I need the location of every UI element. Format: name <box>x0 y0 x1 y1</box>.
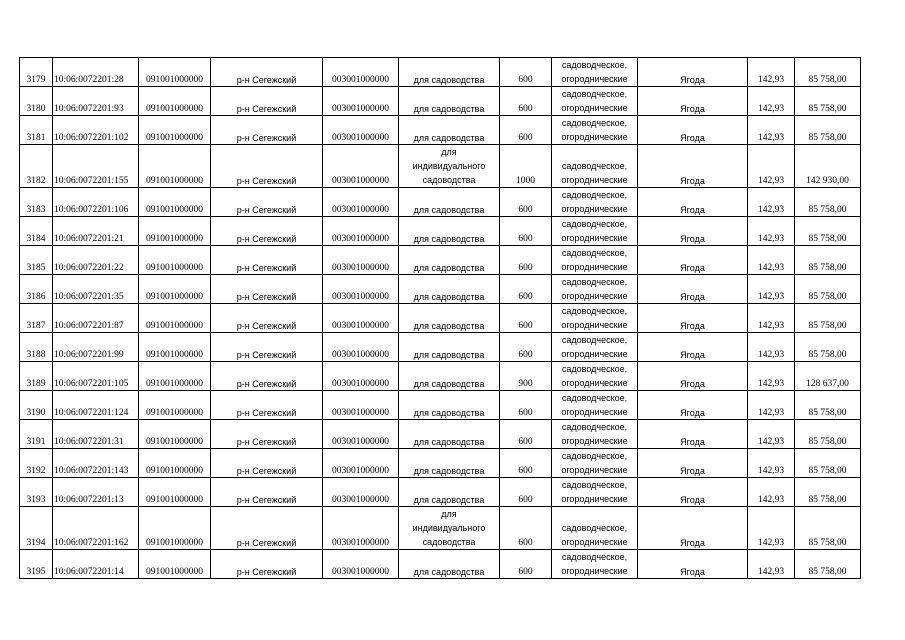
category-line: огороднические <box>561 233 628 243</box>
district-cell: р-н Сегежский <box>211 246 323 275</box>
cadastral-value-cell: 85 758,00 <box>795 275 861 304</box>
specific-value-cell: 142,93 <box>748 116 795 145</box>
cadastral-value-cell: 85 758,00 <box>795 188 861 217</box>
permitted-use-line: для садоводства <box>413 494 485 505</box>
row-number-cell: 3193 <box>20 478 53 507</box>
specific-value-cell: 142,93 <box>748 478 795 507</box>
cadastral-value-cell: 85 758,00 <box>795 304 861 333</box>
category-line: садоводческое, <box>561 190 628 200</box>
permitted-use-line: для садоводства <box>413 407 485 418</box>
area-cell: 600 <box>500 304 552 333</box>
category-line: садоводческое, <box>561 552 628 562</box>
row-number-cell: 3185 <box>20 246 53 275</box>
specific-value-cell: 142,93 <box>748 391 795 420</box>
classifier-code-cell: 003001000000 <box>323 420 399 449</box>
cadastral-number-cell: 10:06:0072201:13 <box>53 478 139 507</box>
area-cell: 600 <box>500 449 552 478</box>
category-cell <box>552 217 638 246</box>
permitted-use-line: для садоводства <box>413 436 485 447</box>
permitted-use-cell <box>399 304 500 333</box>
permitted-use-cell <box>399 217 500 246</box>
row-number-cell: 3188 <box>20 333 53 362</box>
cadastral-value-cell: 85 758,00 <box>795 333 861 362</box>
category-line: садоводческое, <box>561 393 628 403</box>
category-cell <box>552 275 638 304</box>
permitted-use-line: для садоводства <box>413 262 485 273</box>
specific-value-cell: 142,93 <box>748 188 795 217</box>
classifier-code-cell: 003001000000 <box>323 275 399 304</box>
classifier-code-cell: 003001000000 <box>323 58 399 87</box>
table-row <box>20 188 861 217</box>
cadastral-value-cell: 85 758,00 <box>795 420 861 449</box>
locality-cell: Ягода <box>638 449 748 478</box>
category-cell <box>552 87 638 116</box>
specific-value-cell: 142,93 <box>748 420 795 449</box>
locality-cell: Ягода <box>638 217 748 246</box>
category-cell <box>552 420 638 449</box>
permitted-use-line: для садоводства <box>413 132 485 143</box>
locality-cell: Ягода <box>638 333 748 362</box>
classifier-code-cell: 003001000000 <box>323 507 399 550</box>
row-number-cell: 3187 <box>20 304 53 333</box>
permitted-use-cell <box>399 420 500 449</box>
specific-value-cell: 142,93 <box>748 550 795 579</box>
row-number-cell: 3184 <box>20 217 53 246</box>
cadastral-value-cell: 85 758,00 <box>795 246 861 275</box>
specific-value-cell: 142,93 <box>748 304 795 333</box>
cadastral-value-cell: 128 637,00 <box>795 362 861 391</box>
permitted-use-cell <box>399 275 500 304</box>
classifier-code-cell: 003001000000 <box>323 478 399 507</box>
category-line: садоводческое, <box>561 248 628 258</box>
cadastral-value-cell: 85 758,00 <box>795 116 861 145</box>
category-cell <box>552 58 638 87</box>
cadastral-number-cell: 10:06:0072201:93 <box>53 87 139 116</box>
area-cell: 1000 <box>500 145 552 188</box>
cadastral-number-cell: 10:06:0072201:102 <box>53 116 139 145</box>
category-line: садоводческое, <box>561 523 628 533</box>
category-cell <box>552 116 638 145</box>
specific-value-cell: 142,93 <box>748 507 795 550</box>
specific-value-cell: 142,93 <box>748 87 795 116</box>
classifier-code-cell: 003001000000 <box>323 391 399 420</box>
category-line: огороднические <box>561 74 628 84</box>
cadastral-number-cell: 10:06:0072201:22 <box>53 246 139 275</box>
land-parcels-table <box>19 57 861 579</box>
classifier-code-cell: 003001000000 <box>323 246 399 275</box>
cadastral-number-cell: 10:06:0072201:87 <box>53 304 139 333</box>
specific-value-cell: 142,93 <box>748 275 795 304</box>
specific-value-cell: 142,93 <box>748 246 795 275</box>
category-line: садоводческое, <box>561 89 628 99</box>
table-row <box>20 116 861 145</box>
cadastral-number-cell: 10:06:0072201:35 <box>53 275 139 304</box>
cadastral-number-cell: 10:06:0072201:124 <box>53 391 139 420</box>
category-cell <box>552 362 638 391</box>
category-cell <box>552 478 638 507</box>
okato-code-cell: 091001000000 <box>139 116 211 145</box>
category-cell <box>552 246 638 275</box>
category-line: садоводческое, <box>561 306 628 316</box>
permitted-use-line: для садоводства <box>413 291 485 302</box>
district-cell: р-н Сегежский <box>211 217 323 246</box>
row-number-cell: 3192 <box>20 449 53 478</box>
category-line: садоводческое, <box>561 451 628 461</box>
okato-code-cell: 091001000000 <box>139 478 211 507</box>
locality-cell: Ягода <box>638 87 748 116</box>
okato-code-cell: 091001000000 <box>139 87 211 116</box>
category-line: огороднические <box>561 349 628 359</box>
category-line: садоводческое, <box>561 60 628 70</box>
category-cell <box>552 333 638 362</box>
okato-code-cell: 091001000000 <box>139 304 211 333</box>
category-line: огороднические <box>561 262 628 272</box>
locality-cell: Ягода <box>638 58 748 87</box>
district-cell: р-н Сегежский <box>211 550 323 579</box>
table-row <box>20 58 861 87</box>
area-cell: 600 <box>500 116 552 145</box>
permitted-use-line: для <box>441 509 457 519</box>
permitted-use-cell <box>399 188 500 217</box>
area-cell: 600 <box>500 188 552 217</box>
category-line: садоводческое, <box>561 335 628 345</box>
permitted-use-line: индивидуального <box>412 161 486 171</box>
okato-code-cell: 091001000000 <box>139 246 211 275</box>
row-number-cell: 3179 <box>20 58 53 87</box>
classifier-code-cell: 003001000000 <box>323 116 399 145</box>
district-cell: р-н Сегежский <box>211 420 323 449</box>
permitted-use-cell <box>399 478 500 507</box>
row-number-cell: 3195 <box>20 550 53 579</box>
area-cell: 600 <box>500 550 552 579</box>
cadastral-value-cell: 142 930,00 <box>795 145 861 188</box>
area-cell: 600 <box>500 58 552 87</box>
permitted-use-cell <box>399 246 500 275</box>
okato-code-cell: 091001000000 <box>139 362 211 391</box>
table-row <box>20 145 861 188</box>
classifier-code-cell: 003001000000 <box>323 304 399 333</box>
locality-cell: Ягода <box>638 246 748 275</box>
district-cell: р-н Сегежский <box>211 449 323 478</box>
okato-code-cell: 091001000000 <box>139 449 211 478</box>
locality-cell: Ягода <box>638 304 748 333</box>
okato-code-cell: 091001000000 <box>139 391 211 420</box>
category-line: садоводческое, <box>561 422 628 432</box>
classifier-code-cell: 003001000000 <box>323 145 399 188</box>
permitted-use-cell <box>399 333 500 362</box>
row-number-cell: 3186 <box>20 275 53 304</box>
cadastral-value-cell: 85 758,00 <box>795 478 861 507</box>
cadastral-number-cell: 10:06:0072201:162 <box>53 507 139 550</box>
table-row <box>20 478 861 507</box>
classifier-code-cell: 003001000000 <box>323 333 399 362</box>
specific-value-cell: 142,93 <box>748 145 795 188</box>
area-cell: 600 <box>500 391 552 420</box>
district-cell: р-н Сегежский <box>211 58 323 87</box>
district-cell: р-н Сегежский <box>211 362 323 391</box>
category-line: огороднические <box>561 320 628 330</box>
district-cell: р-н Сегежский <box>211 87 323 116</box>
okato-code-cell: 091001000000 <box>139 188 211 217</box>
category-line: огороднические <box>561 537 628 547</box>
locality-cell: Ягода <box>638 188 748 217</box>
category-line: огороднические <box>561 291 628 301</box>
cadastral-value-cell: 85 758,00 <box>795 217 861 246</box>
classifier-code-cell: 003001000000 <box>323 550 399 579</box>
classifier-code-cell: 003001000000 <box>323 87 399 116</box>
specific-value-cell: 142,93 <box>748 217 795 246</box>
permitted-use-line: садоводства <box>422 537 476 547</box>
locality-cell: Ягода <box>638 275 748 304</box>
area-cell: 600 <box>500 478 552 507</box>
specific-value-cell: 142,93 <box>748 333 795 362</box>
locality-cell: Ягода <box>638 478 748 507</box>
table-row <box>20 550 861 579</box>
permitted-use-line: индивидуального <box>412 523 486 533</box>
permitted-use-line: для садоводства <box>413 378 485 389</box>
area-cell: 600 <box>500 420 552 449</box>
permitted-use-cell <box>399 449 500 478</box>
district-cell: р-н Сегежский <box>211 304 323 333</box>
permitted-use-cell <box>399 507 500 550</box>
cadastral-number-cell: 10:06:0072201:143 <box>53 449 139 478</box>
row-number-cell: 3189 <box>20 362 53 391</box>
table-row <box>20 362 861 391</box>
category-line: огороднические <box>561 204 628 214</box>
district-cell: р-н Сегежский <box>211 188 323 217</box>
area-cell: 600 <box>500 246 552 275</box>
classifier-code-cell: 003001000000 <box>323 449 399 478</box>
category-line: садоводческое, <box>561 118 628 128</box>
table-row <box>20 87 861 116</box>
table-body <box>20 58 861 579</box>
row-number-cell: 3183 <box>20 188 53 217</box>
area-cell: 600 <box>500 507 552 550</box>
permitted-use-cell <box>399 145 500 188</box>
category-cell <box>552 550 638 579</box>
cadastral-number-cell: 10:06:0072201:105 <box>53 362 139 391</box>
category-line: садоводческое, <box>561 161 628 171</box>
okato-code-cell: 091001000000 <box>139 58 211 87</box>
locality-cell: Ягода <box>638 550 748 579</box>
cadastral-value-cell: 85 758,00 <box>795 507 861 550</box>
district-cell: р-н Сегежский <box>211 145 323 188</box>
locality-cell: Ягода <box>638 116 748 145</box>
permitted-use-line: для садоводства <box>413 320 485 331</box>
locality-cell: Ягода <box>638 420 748 449</box>
category-cell <box>552 391 638 420</box>
district-cell: р-н Сегежский <box>211 333 323 362</box>
table-row <box>20 391 861 420</box>
category-cell <box>552 304 638 333</box>
locality-cell: Ягода <box>638 507 748 550</box>
district-cell: р-н Сегежский <box>211 391 323 420</box>
classifier-code-cell: 003001000000 <box>323 362 399 391</box>
category-line: садоводческое, <box>561 364 628 374</box>
permitted-use-line: для садоводства <box>413 74 485 85</box>
table-row <box>20 275 861 304</box>
cadastral-value-cell: 85 758,00 <box>795 391 861 420</box>
category-line: огороднические <box>561 494 628 504</box>
permitted-use-line: для садоводства <box>413 349 485 360</box>
permitted-use-line: для садоводства <box>413 103 485 114</box>
area-cell: 600 <box>500 333 552 362</box>
table-row <box>20 304 861 333</box>
district-cell: р-н Сегежский <box>211 507 323 550</box>
cadastral-number-cell: 10:06:0072201:106 <box>53 188 139 217</box>
category-cell <box>552 145 638 188</box>
category-line: огороднические <box>561 132 628 142</box>
permitted-use-cell <box>399 116 500 145</box>
category-cell <box>552 449 638 478</box>
locality-cell: Ягода <box>638 362 748 391</box>
cadastral-value-cell: 85 758,00 <box>795 87 861 116</box>
category-line: садоводческое, <box>561 480 628 490</box>
row-number-cell: 3190 <box>20 391 53 420</box>
permitted-use-cell <box>399 391 500 420</box>
permitted-use-cell <box>399 362 500 391</box>
specific-value-cell: 142,93 <box>748 58 795 87</box>
category-line: огороднические <box>561 103 628 113</box>
specific-value-cell: 142,93 <box>748 449 795 478</box>
cadastral-number-cell: 10:06:0072201:155 <box>53 145 139 188</box>
locality-cell: Ягода <box>638 391 748 420</box>
okato-code-cell: 091001000000 <box>139 420 211 449</box>
permitted-use-line: для садоводства <box>413 204 485 215</box>
cadastral-number-cell: 10:06:0072201:28 <box>53 58 139 87</box>
area-cell: 600 <box>500 217 552 246</box>
permitted-use-line: для садоводства <box>413 233 485 244</box>
cadastral-number-cell: 10:06:0072201:99 <box>53 333 139 362</box>
area-cell: 600 <box>500 275 552 304</box>
specific-value-cell: 142,93 <box>748 362 795 391</box>
district-cell: р-н Сегежский <box>211 116 323 145</box>
area-cell: 900 <box>500 362 552 391</box>
row-number-cell: 3181 <box>20 116 53 145</box>
table-row <box>20 333 861 362</box>
category-line: огороднические <box>561 175 628 185</box>
table-row <box>20 246 861 275</box>
category-line: огороднические <box>561 465 628 475</box>
permitted-use-line: для садоводства <box>413 566 485 577</box>
cadastral-number-cell: 10:06:0072201:14 <box>53 550 139 579</box>
area-cell: 600 <box>500 87 552 116</box>
permitted-use-line: для садоводства <box>413 465 485 476</box>
classifier-code-cell: 003001000000 <box>323 217 399 246</box>
okato-code-cell: 091001000000 <box>139 333 211 362</box>
cadastral-number-cell: 10:06:0072201:21 <box>53 217 139 246</box>
category-line: огороднические <box>561 436 628 446</box>
cadastral-value-cell: 85 758,00 <box>795 550 861 579</box>
cadastral-value-cell: 85 758,00 <box>795 449 861 478</box>
okato-code-cell: 091001000000 <box>139 145 211 188</box>
permitted-use-line: садоводства <box>422 175 476 185</box>
row-number-cell: 3191 <box>20 420 53 449</box>
category-line: огороднические <box>561 566 628 576</box>
category-line: садоводческое, <box>561 219 628 229</box>
table-row <box>20 507 861 550</box>
permitted-use-cell <box>399 550 500 579</box>
permitted-use-cell <box>399 58 500 87</box>
row-number-cell: 3182 <box>20 145 53 188</box>
category-line: огороднические <box>561 407 628 417</box>
category-cell <box>552 188 638 217</box>
classifier-code-cell: 003001000000 <box>323 188 399 217</box>
category-line: огороднические <box>561 378 628 388</box>
category-cell <box>552 507 638 550</box>
okato-code-cell: 091001000000 <box>139 217 211 246</box>
row-number-cell: 3194 <box>20 507 53 550</box>
cadastral-value-cell: 85 758,00 <box>795 58 861 87</box>
cadastral-number-cell: 10:06:0072201:31 <box>53 420 139 449</box>
table-row <box>20 420 861 449</box>
district-cell: р-н Сегежский <box>211 478 323 507</box>
okato-code-cell: 091001000000 <box>139 550 211 579</box>
permitted-use-line: для <box>441 147 457 157</box>
locality-cell: Ягода <box>638 145 748 188</box>
row-number-cell: 3180 <box>20 87 53 116</box>
okato-code-cell: 091001000000 <box>139 507 211 550</box>
okato-code-cell: 091001000000 <box>139 275 211 304</box>
district-cell: р-н Сегежский <box>211 275 323 304</box>
permitted-use-cell <box>399 87 500 116</box>
table-row <box>20 217 861 246</box>
category-line: садоводческое, <box>561 277 628 287</box>
table-row <box>20 449 861 478</box>
